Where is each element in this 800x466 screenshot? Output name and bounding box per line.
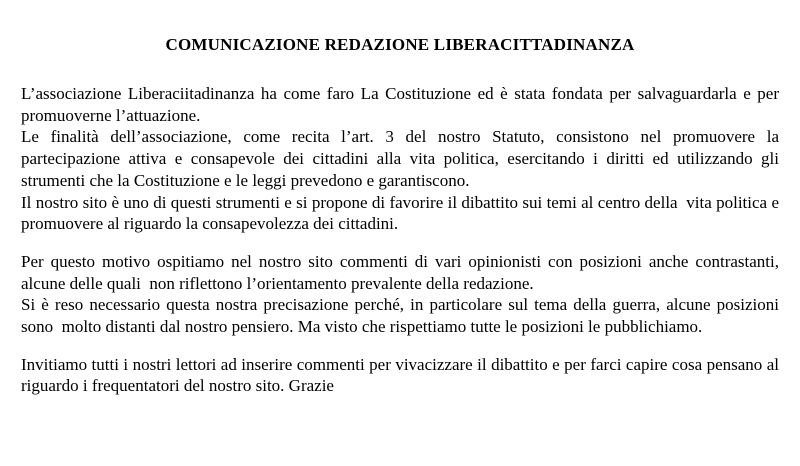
paragraph-opinionists: Per questo motivo ospitiamo nel nostro sito commenti di vari opinionisti con posizioni anche contrastanti, alcune delle quali non riflettono l’orientamento prevalente della redazione. <box>21 251 779 293</box>
paragraph-group-opinions <box>21 251 779 338</box>
paragraph-statute-goals: Le finalità dell’associazione, come recita l’art. 3 del nostro Statuto, consistono nel promuovere la partecipazione attiva e consapevole dei cittadini alla vita politica, esercitando i diritti ed utilizzando gli strumenti che la Costituzione e le leggi prevedono e garantiscono. <box>21 127 779 190</box>
paragraph-group-intro <box>21 83 779 235</box>
paragraph-association-purpose: L’associazione Liberaciitadinanza ha come faro La Costituzione ed è stata fondata per salvaguardarla e per promuoverne l’attuazione. <box>21 84 779 125</box>
paragraph-group-invitation <box>21 354 779 397</box>
paragraph-site-purpose: Il nostro sito è uno di questi strumenti e si propone di favorire il dibattito sui temi al centro della vita politica e promuovere al riguardo la consapevolezza dei cittadini. <box>21 192 779 234</box>
document-title: COMUNICAZIONE REDAZIONE LIBERACITTADINANZA <box>165 35 635 54</box>
document-body <box>21 83 779 397</box>
paragraph-invitation: Invitiamo tutti i nostri lettori ad inserire commenti per vivacizzare il dibattito e per farci capire cosa pensano al riguardo i frequentatori del nostro sito. Grazie <box>21 354 779 396</box>
paragraph-clarification: Si è reso necessario questa nostra precisazione perché, in particolare sul tema della guerra, alcune posizioni sono molto distanti dal nostro pensiero. Ma visto che rispettiamo tutte le posizioni le pubblichiamo. <box>21 295 779 337</box>
